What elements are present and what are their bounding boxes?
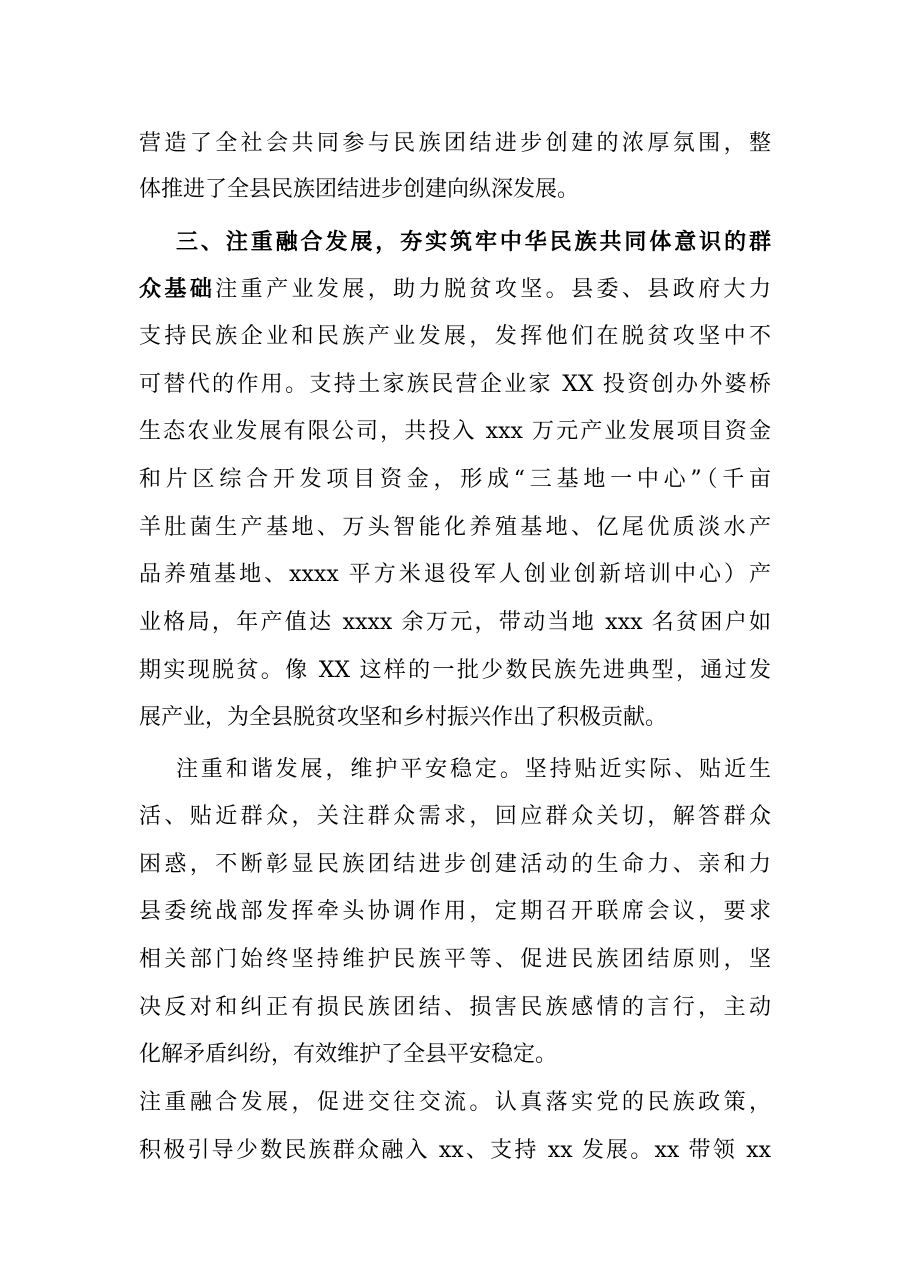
text-line: 化解矛盾纠纷，有效维护了全县平安稳定。 xyxy=(139,1042,558,1067)
text-span: 注重产业发展，助力脱贫攻坚。县委、县政府大力 xyxy=(215,277,771,302)
text-line: 相关部门始终坚持维护民族平等、促进民族团结原则，坚 xyxy=(139,947,771,972)
section-heading: 三、注重融合发展，夯实筑牢中华民族共同体意识的群 xyxy=(176,229,771,255)
text-line: 活、贴近群众，关注群众需求，回应群众关切，解答群众 xyxy=(139,804,771,829)
text-line: 支持民族企业和民族产业发展，发挥他们在脱贫攻坚中不 xyxy=(139,324,771,349)
text-line: 品养殖基地、xxxx 平方米退役军人创业创新培训中心）产 xyxy=(139,562,771,587)
text-line: 业格局，年产值达 xxxx 余万元，带动当地 xxx 名贫困户如 xyxy=(139,610,771,635)
text-line: 展产业，为全县脱贫攻坚和乡村振兴作出了积极贡献。 xyxy=(139,705,668,730)
text-line: 羊肚菌生产基地、万头智能化养殖基地、亿尾优质淡水产 xyxy=(139,515,771,540)
text-line: 期实现脱贫。像 XX 这样的一批少数民族先进典型，通过发 xyxy=(139,658,771,683)
text-line: 生态农业发展有限公司，共投入 xxx 万元产业发展项目资金 xyxy=(139,419,771,444)
text-line: 困惑，不断彰显民族团结进步创建活动的生命力、亲和力 xyxy=(139,852,771,877)
section-heading-continued: 众基础 xyxy=(139,276,216,302)
text-line: 决反对和纠正有损民族团结、损害民族感情的言行，主动 xyxy=(139,995,771,1020)
text-line: 可替代的作用。支持土家族民营企业家 XX 投资创办外婆桥 xyxy=(139,372,771,397)
text-line: 县委统战部发挥牵头协调作用，定期召开联席会议，要求 xyxy=(139,899,771,924)
text-line xyxy=(139,269,771,309)
text-line: 注重和谐发展，维护平安稳定。坚持贴近实际、贴近生 xyxy=(176,757,771,782)
text-line: 注重融合发展，促进交往交流。认真落实党的民族政策， xyxy=(139,1090,771,1115)
text-line: 体推进了全县民族团结进步创建向纵深发展。 xyxy=(139,177,580,202)
text-line: 营造了全社会共同参与民族团结进步创建的浓厚氛围，整 xyxy=(139,131,771,156)
text-line: 和片区综合开发项目资金，形成“三基地一中心”（千亩 xyxy=(139,467,771,492)
text-line: 积极引导少数民族群众融入 xx、支持 xx 发展。xx 带领 xx xyxy=(139,1138,771,1163)
